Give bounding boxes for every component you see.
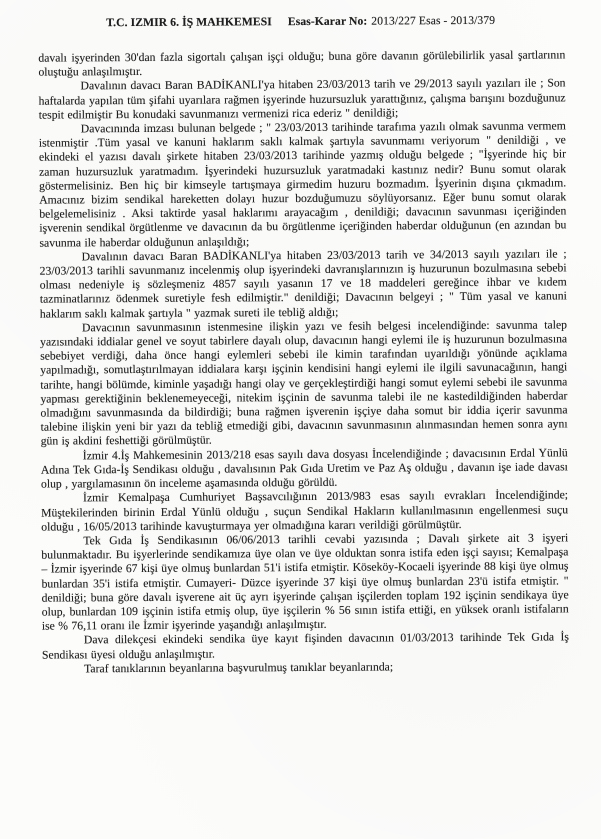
document-header: [0, 13, 601, 30]
paragraph: davalı işyerinden 30'dan fazla sigortalı çalışan işçi olduğu; buna göre davanın görülebilirlik yasal şartlarının oluştuğu anlaşılmıştır.: [38, 48, 566, 79]
paragraph: Tek Gıda İş Sendikasının 06/06/2013 tarihli cevabi yazısında ; Davalı şirkete ait 3 işyeri bulunmaktadır. Bu işyerlerinde sendikamıza üye olan ve üye olduktan sonra istifa eden işçi sayısı; Kemalpaşa – İzmir işyerinde 67 kişi üye olmuş bunlardan 51'i istifa etmiştir. Köseköy-Kocaeli işyerinde 88 kişi üye olmuş bunlardan 35'i istifa etmiştir. Cumayeri- Düzce işyerinde 37 kişi üye olmuş bunlardan 23'ü istifa etmiştir. " denildiği; buna göre davalı işverene ait üç ayrı işyerinde çalışan işçilerden toplam 192 işçinin sendikaya üye olup, bunlardan 109 işçinin istifa etmiş olup, üye işçilerin % 56 sının istifa ettiği, en yüksek oranlı istifaların ise % 76,11 oranı ile İzmir işyerinde yaşandığı anlaşılmıştır.: [41, 531, 569, 633]
paragraph: Davacının savunmasının istenmesine ilişkin yazı ve fesih belgesi incelendiğinde: savunma talep yazısındaki iddialar genel ve soyut tabirlere dayalı olup, davacının hangi eylemi ile iş huzurunun bozulmasına sebebiyet verdiği, daha önce hangi eylemleri sebebi ile kimin tarafından uyarıldığı yönünde açıklama yapılmadığı, somutlaştırılmayan iddialara karşı işçinin kendisini hangi eylemi ile ilgili savunacağının, hangi tarihte, hangi bölümde, kiminle yaşadığı hangi olay ve gerçekleştirdiği hangi somut eylemi sebebi ile savunma yapması gerektiğinin beklenemeyeceği, nitekim işçinin de savunma talebi ile ne kastedildiğinden haberdar olmadığını savunmasında da bildirdiği; buna rağmen işverenin işçiye daha somut bir iddia içerir savunma talebine ilişkin yeni bir yazı da tebliğ etmediği gibi, davacının savunmasının alınmasından hemen sonra aynı gün iş akdini feshettiği görülmüştür.: [40, 318, 568, 449]
paragraph: İzmir 4.İş Mahkemesinin 2013/218 esas sayılı dava dosyası İncelendiğinde ; davacısının Erdal Yünlü Adına Tek Gıda-İş Sendikası olduğu , davalısının Pak Gıda Uretim ve Paz Aş olduğu , davanın işe iade davası olup , yargılamasının ön inceleme aşamasında olduğu görüldü.: [40, 446, 568, 491]
case-number-label: Esas-Karar No:: [287, 14, 368, 29]
document-body: [38, 48, 569, 676]
paragraph: Dava dilekçesi ekindeki sendika üye kayıt fişinden davacının 01/03/2013 tarihinde Tek Gıda İş Sendikası üyesi olduğu anlaşılmıştır.: [41, 630, 569, 662]
case-number-value: 2013/227 Esas - 2013/379: [371, 13, 496, 28]
paragraph: İzmir Kemalpaşa Cumhuriyet Başsavcılığının 2013/983 esas sayılı evrakları İncelendiğinde; Müştekilerinden birinin Erdal Yünlü olduğu , suçun Sendikal Hakların kullanılmasının engellenmesi suçu olduğu , 16/05/2013 tarihinde kavuşturmaya yer olmadığına kararı verildiği görülmüştür.: [41, 488, 569, 534]
paragraph: Taraf tanıklarının beyanlarına başvurulmuş tanıklar beyanlarında;: [84, 660, 394, 676]
paragraph: Davalının davacı Baran BADİKANLI'ya hitaben 23/03/2013 tarih ve 34/2013 sayılı yazıları ile ; 23/03/2013 tarihli savunmanız incelenmiş olup işyerindeki davranışlarınızın iş huzurunun bozulmasına sebebi olması nedeniyle iş sözleşmeniz 4857 sayılı yasanın 17 ve 18 maddeleri gereğince ihbar ve kıdem tazminatlarınız ödenmek suretiyle fesh edilmiştir." denildiği; Davacının belgeyi ; " Tüm yasal ve kanuni haklarım saklı kalmak şartıyla " yazmak sureti ile tebliğ aldığı;: [39, 247, 567, 321]
paragraph: Davacınında imzası bulunan belgede ; " 23/03/2013 tarihinde tarafıma yazılı olmak savunma vermem istenmiştir .Tüm yasal ve kanuni haklarım saklı kalmak şartıyla savunmamı veriyorum " denildiği , ve ekindeki el yazısı davalı şirkete hitaben 23/03/2013 tarihinde yazmış olduğu belgede ; "İşyerinde hiç bir zaman huzursuzluk yaratmadım. İşyerindeki huzursuzluk yaratmadaki kastınız nedir? Bunu somut olarak göstermelisiniz. Ben hiç bir kimseyle tartışmaya girmedim huzuru bozmadım. İşyerinin dışına çıkmadım. Amacınız bizim sendikal hareketten dolayı huzur bozduğumuzu söylüyorsanız. Eğer bunu somut olarak belgelemelisiniz . Aksi taktirde yasal haklarımı arayacağım , denildiği; davacının savunması içeriğinden işverenin sendikal örgütlenme ve davacının da bu örgütlenme içeriğinden haberdar olduğunun (en azından bu savunma ile haberdar olduğunun anlaşıldığı;: [38, 119, 567, 250]
paragraph: Davalının davacı Baran BADİKANLI'ya hitaben 23/03/2013 tarih ve 29/2013 sayılı yazıları ile ; Son haftalarda yapılan tüm şifahi uyarılara rağmen işyerinde huzursuzluk yarattığınız, çalışma barışını bozduğunuz tespit edilmiştir Bu konudaki savunmanızı vermenizi rica ederiz " denildiği;: [38, 76, 566, 122]
court-title: T.C. IZMIR 6. İŞ MAHKEMESI: [106, 15, 272, 30]
